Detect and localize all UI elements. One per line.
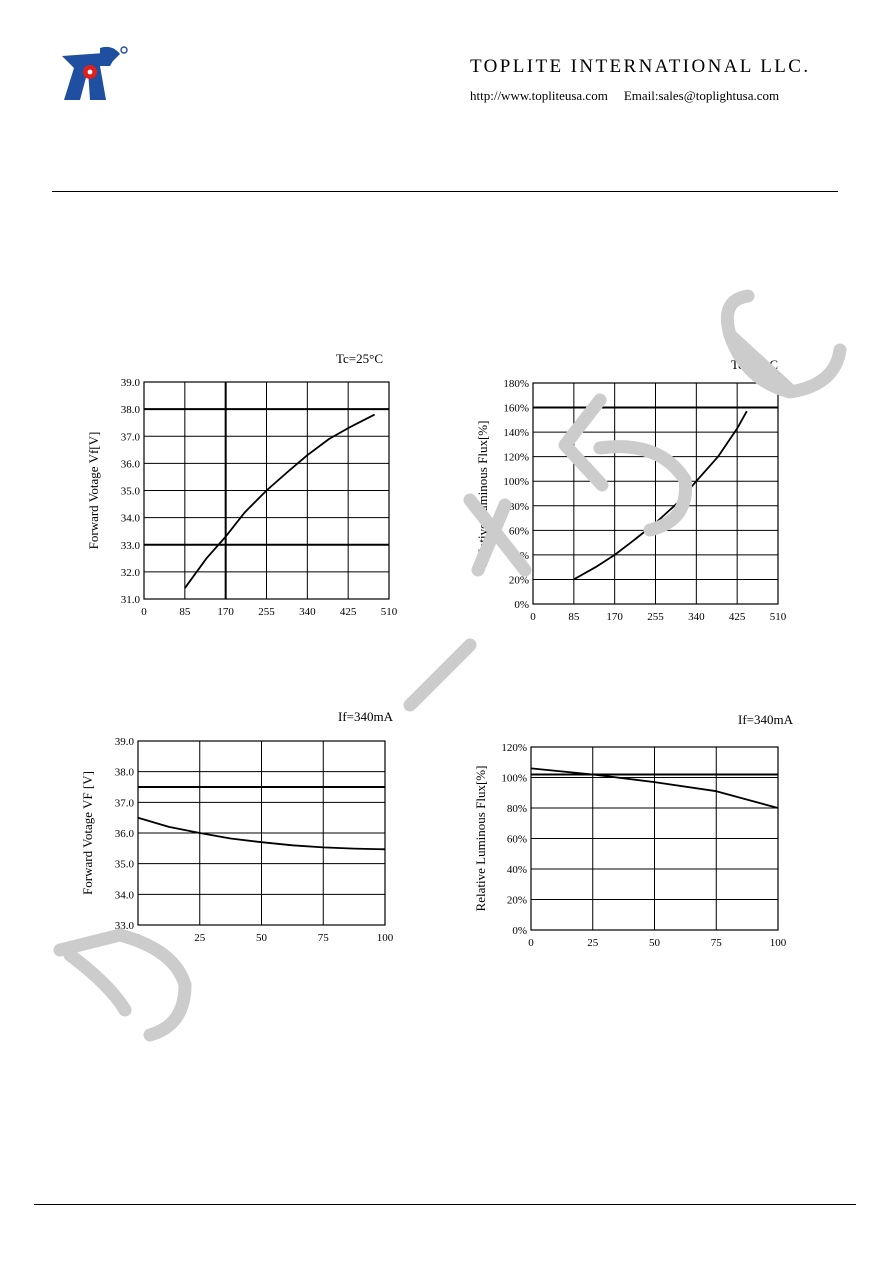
x-tick-label: 100 [376, 932, 394, 944]
y-tick-label: 34.0 [120, 512, 140, 525]
company-name: TOPLITE INTERNATIONAL LLC. [470, 56, 811, 77]
y-tick-label: 0% [512, 925, 527, 937]
x-tick-label: 0 [141, 606, 147, 618]
y-tick-label: 34.0 [114, 889, 134, 902]
x-tick-label: 85 [179, 606, 191, 618]
y-tick-label: 38.0 [114, 766, 134, 779]
x-tick-label: 0 [530, 611, 536, 623]
x-tick-label: 75 [710, 937, 722, 949]
y-tick-label: 39.0 [120, 377, 140, 389]
x-tick-label: 510 [380, 606, 398, 618]
y-axis-label: Relative Luminous Flux[%] [473, 765, 488, 912]
website-link[interactable]: http://www.topliteusa.com [470, 88, 608, 103]
y-tick-label: 120% [503, 451, 529, 464]
y-axis-label: Relative Luminous Flux[%] [475, 420, 490, 567]
chart-condition: Tc=25°C [730, 357, 778, 372]
y-tick-label: 37.0 [120, 431, 140, 444]
y-tick-label: 33.0 [120, 539, 140, 552]
y-tick-label: 36.0 [120, 458, 140, 471]
y-tick-label: 160% [503, 402, 529, 415]
y-tick-label: 35.0 [114, 858, 134, 871]
x-tick-label: 255 [647, 611, 664, 623]
y-tick-label: 32.0 [120, 566, 140, 579]
x-tick-label: 0 [528, 937, 534, 949]
y-tick-label: 38.0 [120, 404, 140, 417]
x-tick-label: 85 [568, 611, 580, 623]
y-tick-label: 60% [506, 833, 527, 846]
x-tick-label: 75 [317, 932, 329, 944]
y-axis-label: Forward Votage VF [V] [80, 771, 95, 895]
x-tick-label: 425 [339, 606, 357, 618]
y-tick-label: 40% [508, 549, 529, 562]
y-tick-label: 80% [506, 803, 527, 815]
y-tick-label: 100% [503, 476, 529, 489]
footer-divider [34, 1204, 856, 1205]
x-tick-label: 340 [688, 611, 705, 623]
x-tick-label: 25 [194, 932, 206, 944]
chart-condition: If=340mA [338, 709, 393, 724]
x-tick-label: 340 [299, 606, 316, 618]
y-tick-label: 140% [503, 427, 529, 440]
x-tick-label: 25 [587, 937, 599, 949]
x-tick-label: 100 [769, 937, 787, 949]
chart-condition: If=340mA [738, 712, 793, 727]
y-tick-label: 35.0 [120, 485, 140, 498]
x-tick-label: 510 [769, 611, 787, 623]
y-tick-label: 120% [501, 742, 527, 754]
x-tick-label: 50 [649, 937, 660, 949]
y-tick-label: 37.0 [114, 797, 134, 810]
y-tick-label: 60% [508, 525, 529, 538]
email-link[interactable]: Email:sales@toplightusa.com [623, 88, 780, 103]
y-tick-label: 33.0 [114, 920, 134, 932]
y-tick-label: 180% [503, 378, 529, 390]
x-tick-label: 0 [135, 932, 141, 944]
y-tick-label: 36.0 [114, 828, 134, 840]
x-tick-label: 170 [217, 606, 234, 618]
y-tick-label: 31.0 [120, 594, 140, 606]
x-tick-label: 170 [606, 611, 623, 623]
y-tick-label: 20% [506, 894, 527, 907]
y-tick-label: 0% [514, 599, 529, 611]
x-tick-label: 255 [258, 606, 275, 618]
y-tick-label: 80% [508, 500, 529, 513]
y-tick-label: 40% [506, 864, 527, 876]
x-tick-label: 425 [728, 611, 746, 623]
y-tick-label: 20% [508, 574, 529, 587]
x-tick-label: 50 [256, 932, 267, 944]
chart-condition: Tc=25°C [335, 351, 383, 366]
y-tick-label: 100% [501, 772, 527, 785]
y-axis-label: Forward Votage Vf[V] [86, 431, 101, 550]
y-tick-label: 39.0 [114, 736, 134, 748]
